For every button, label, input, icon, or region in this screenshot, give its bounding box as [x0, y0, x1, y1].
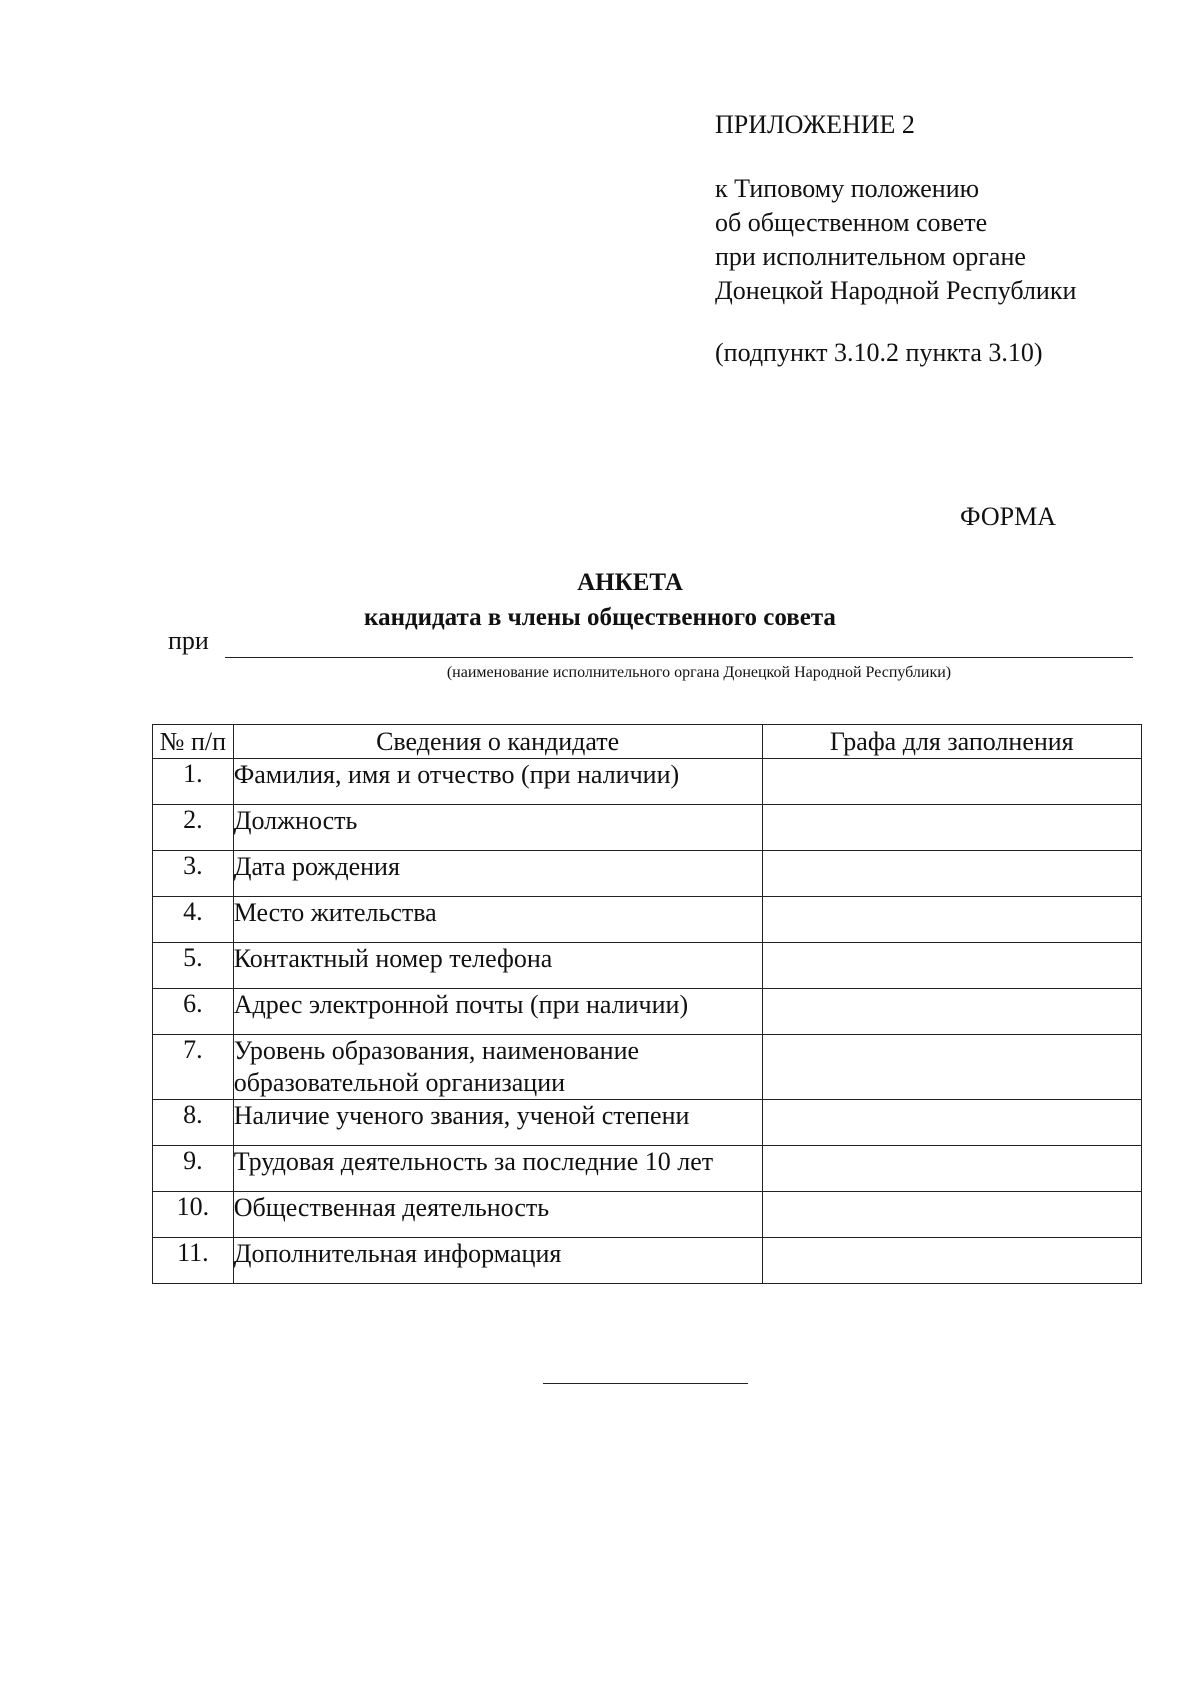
row-fill-cell[interactable] — [762, 989, 1141, 1035]
appendix-ref-line: Донецкой Народной Республики — [715, 276, 1077, 305]
row-number: 3. — [153, 851, 234, 897]
row-number: 5. — [153, 943, 234, 989]
appendix-ref-line: к Типовому положению — [715, 174, 980, 203]
row-number: 7. — [153, 1035, 234, 1100]
row-field-label: Должность — [233, 805, 762, 851]
row-number: 9. — [153, 1146, 234, 1192]
table-row — [153, 851, 1142, 897]
row-number: 10. — [153, 1192, 234, 1238]
row-fill-cell[interactable] — [762, 1035, 1141, 1100]
questionnaire-table — [152, 724, 1142, 1284]
row-field-label: Уровень образования, наименование образовательной организации — [233, 1035, 762, 1100]
document-subtitle: кандидата в члены общественного совета — [364, 604, 836, 631]
appendix-title: ПРИЛОЖЕНИЕ 2 — [715, 110, 915, 139]
row-fill-cell[interactable] — [762, 943, 1141, 989]
table-row — [153, 1238, 1142, 1284]
table-row — [153, 1146, 1142, 1192]
row-fill-cell[interactable] — [762, 1238, 1141, 1284]
row-field-label: Дополнительная информация — [233, 1238, 762, 1284]
row-number: 1. — [153, 759, 234, 805]
table-row — [153, 759, 1142, 805]
row-field-label: Наличие ученого звания, ученой степени — [233, 1100, 762, 1146]
header-fill-column: Графа для заполнения — [762, 725, 1141, 759]
row-number: 2. — [153, 805, 234, 851]
row-field-label: Фамилия, имя и отчество (при наличии) — [233, 759, 762, 805]
appendix-ref-line: при исполнительном органе — [715, 242, 1026, 271]
row-field-label: Адрес электронной почты (при наличии) — [233, 989, 762, 1035]
end-of-document-rule — [543, 1383, 748, 1384]
table-row — [153, 1100, 1142, 1146]
table-row — [153, 805, 1142, 851]
row-fill-cell[interactable] — [762, 1192, 1141, 1238]
organ-prefix-label: при — [168, 626, 209, 655]
appendix-subpoint: (подпункт 3.10.2 пункта 3.10) — [715, 338, 1043, 367]
row-field-label: Дата рождения — [233, 851, 762, 897]
form-label: ФОРМА — [960, 502, 1056, 531]
appendix-ref-line: об общественном совете — [715, 208, 988, 237]
row-number: 11. — [153, 1238, 234, 1284]
row-fill-cell[interactable] — [762, 1100, 1141, 1146]
row-number: 4. — [153, 897, 234, 943]
table-row — [153, 989, 1142, 1035]
table-row — [153, 1192, 1142, 1238]
row-field-label: Контактный номер телефона — [233, 943, 762, 989]
organ-name-caption: (наименование исполнительного органа Донецкой Народной Республики) — [446, 664, 952, 681]
row-fill-cell[interactable] — [762, 805, 1141, 851]
row-fill-cell[interactable] — [762, 851, 1141, 897]
row-field-label: Место жительства — [233, 897, 762, 943]
table-row — [153, 1035, 1142, 1100]
organ-name-blank-line[interactable] — [225, 657, 1133, 658]
header-number: № п/п — [153, 725, 234, 759]
row-fill-cell[interactable] — [762, 1146, 1141, 1192]
row-field-label: Трудовая деятельность за последние 10 лет — [233, 1146, 762, 1192]
row-fill-cell[interactable] — [762, 897, 1141, 943]
document-title: АНКЕТА — [577, 569, 683, 596]
row-field-label: Общественная деятельность — [233, 1192, 762, 1238]
row-number: 6. — [153, 989, 234, 1035]
table-header-row — [153, 725, 1142, 759]
appendix-block — [715, 108, 1076, 370]
document-heading — [0, 565, 1200, 635]
row-fill-cell[interactable] — [762, 759, 1141, 805]
table-row — [153, 943, 1142, 989]
table-row — [153, 897, 1142, 943]
header-candidate-info: Сведения о кандидате — [233, 725, 762, 759]
row-number: 8. — [153, 1100, 234, 1146]
